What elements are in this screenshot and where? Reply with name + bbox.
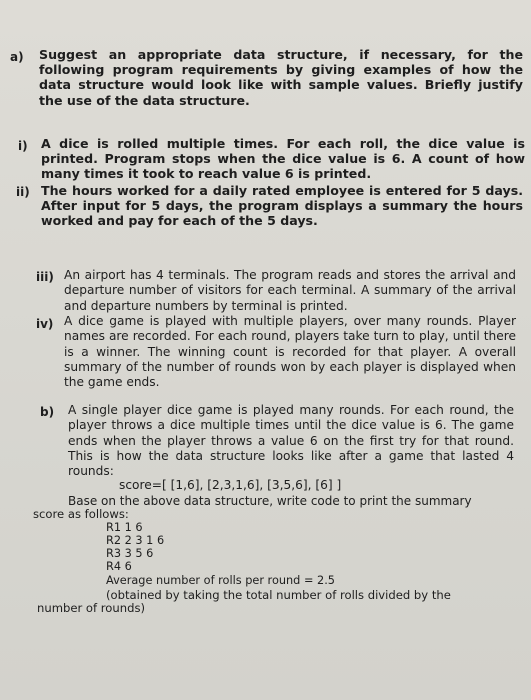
item-iii-label: iii)	[36, 270, 54, 284]
output-line-r1: R1 1 6	[106, 521, 143, 534]
score-data-structure: score=[ [1,6], [2,3,1,6], [3,5,6], [6] ]	[119, 478, 342, 492]
item-ii-label: ii)	[16, 185, 30, 199]
part-a-label: a)	[10, 50, 24, 64]
item-iii-text: An airport has 4 terminals. The program reads and stores the arrival and departure number of visitors for each terminal. A summary of the arrival and departure numbers by terminal is printed.	[64, 268, 516, 313]
part-b-question: A single player dice game is played many rounds. For each round, the player throws a dice multiple times until the dice value is 6. The game ends when the player throws a value 6 on the first try for that round. This is how the data structure looks like after a game that lasted 4 rounds:	[68, 403, 514, 479]
item-ii-text: The hours worked for a daily rated employee is entered for 5 days. After input for 5 days, the program displays a summary the hours worked and pay for each of the 5 days.	[41, 183, 523, 229]
item-iv-label: iv)	[36, 317, 54, 331]
output-line-r2: R2 2 3 1 6	[106, 534, 165, 547]
item-i-text: A dice is rolled multiple times. For each roll, the dice value is printed. Program stops when the dice value is 6. A count of how many times it took to reach value 6 is printed.	[41, 136, 525, 182]
item-iv-text: A dice game is played with multiple players, over many rounds. Player names are recorded. For each round, players take turn to play, until there is a winner. The winning count is recorded for that player. A overall summary of the number of rounds won by each player is displayed when the game ends.	[64, 314, 516, 390]
average-line: Average number of rolls per round = 2.5	[106, 574, 335, 587]
average-note-line-2: number of rounds)	[37, 601, 146, 615]
item-i-label: i)	[18, 139, 28, 153]
output-line-r4: R4 6	[106, 560, 132, 573]
average-note-line-1: (obtained by taking the total number of rolls divided by the	[106, 588, 451, 602]
output-line-r3: R3 3 5 6	[106, 547, 154, 560]
instruction-line-1: Base on the above data structure, write code to print the summary	[68, 494, 472, 508]
part-b-label: b)	[40, 405, 55, 419]
part-a-question: Suggest an appropriate data structure, if necessary, for the following program requirements by giving examples of how the data structure would look like with sample values. Briefly justify the use of the data structure.	[39, 47, 523, 108]
instruction-line-2: score as follows:	[33, 507, 129, 521]
